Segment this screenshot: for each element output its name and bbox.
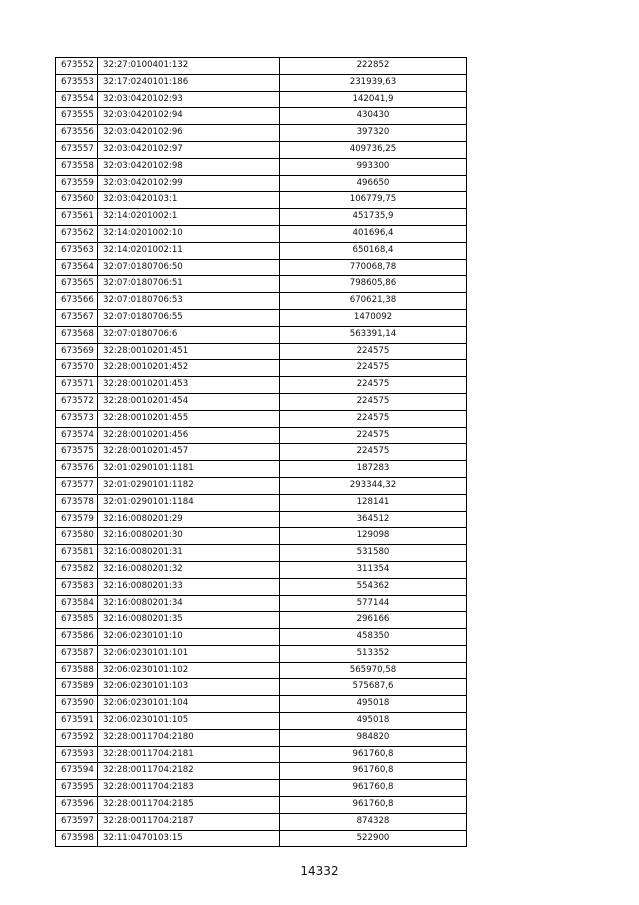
value-cell: 364512	[280, 511, 467, 528]
value-cell: 129098	[280, 528, 467, 545]
row-id-cell: 673590	[56, 696, 98, 713]
value-cell: 224575	[280, 410, 467, 427]
page-number: 14332	[300, 864, 339, 878]
cadastral-number-cell: 32:07:0180706:55	[98, 309, 280, 326]
table-row	[56, 410, 467, 427]
row-id-cell: 673566	[56, 293, 98, 310]
row-id-cell: 673583	[56, 578, 98, 595]
cadastral-number-cell: 32:28:0010201:455	[98, 410, 280, 427]
table-row	[56, 225, 467, 242]
cadastral-number-cell: 32:03:0420102:98	[98, 158, 280, 175]
row-id-cell: 673555	[56, 108, 98, 125]
row-id-cell: 673558	[56, 158, 98, 175]
row-id-cell: 673563	[56, 242, 98, 259]
value-cell: 224575	[280, 444, 467, 461]
cadastral-number-cell: 32:14:0201002:11	[98, 242, 280, 259]
cadastral-number-cell: 32:06:0230101:103	[98, 679, 280, 696]
value-cell: 293344,32	[280, 477, 467, 494]
row-id-cell: 673568	[56, 326, 98, 343]
value-cell: 496650	[280, 175, 467, 192]
cadastral-number-cell: 32:16:0080201:33	[98, 578, 280, 595]
table-row	[56, 158, 467, 175]
value-cell: 798605,86	[280, 276, 467, 293]
value-cell: 430430	[280, 108, 467, 125]
value-cell: 554362	[280, 578, 467, 595]
row-id-cell: 673565	[56, 276, 98, 293]
cadastral-number-cell: 32:28:0011704:2183	[98, 780, 280, 797]
row-id-cell: 673589	[56, 679, 98, 696]
value-cell: 142041,9	[280, 91, 467, 108]
table-row	[56, 91, 467, 108]
cadastral-number-cell: 32:14:0201002:10	[98, 225, 280, 242]
row-id-cell: 673561	[56, 209, 98, 226]
row-id-cell: 673571	[56, 377, 98, 394]
row-id-cell: 673596	[56, 797, 98, 814]
table-row	[56, 679, 467, 696]
row-id-cell: 673585	[56, 612, 98, 629]
value-cell: 577144	[280, 595, 467, 612]
row-id-cell: 673559	[56, 175, 98, 192]
value-cell: 224575	[280, 343, 467, 360]
value-cell: 961760,8	[280, 797, 467, 814]
table-row	[56, 645, 467, 662]
row-id-cell: 673567	[56, 309, 98, 326]
table-row	[56, 561, 467, 578]
cadastral-number-cell: 32:06:0230101:101	[98, 645, 280, 662]
cadastral-number-cell: 32:27:0100401:132	[98, 58, 280, 75]
table-row	[56, 125, 467, 142]
row-id-cell: 673598	[56, 830, 98, 847]
table-row	[56, 74, 467, 91]
value-cell: 565970,58	[280, 662, 467, 679]
value-cell: 961760,8	[280, 763, 467, 780]
table-row	[56, 477, 467, 494]
row-id-cell: 673597	[56, 813, 98, 830]
table-row	[56, 494, 467, 511]
row-id-cell: 673594	[56, 763, 98, 780]
cadastral-number-cell: 32:28:0011704:2187	[98, 813, 280, 830]
value-cell: 531580	[280, 545, 467, 562]
table-row	[56, 813, 467, 830]
table-row	[56, 780, 467, 797]
value-cell: 451735,9	[280, 209, 467, 226]
value-cell: 575687,6	[280, 679, 467, 696]
row-id-cell: 673574	[56, 427, 98, 444]
cadastral-number-cell: 32:28:0010201:452	[98, 360, 280, 377]
table-row	[56, 427, 467, 444]
row-id-cell: 673562	[56, 225, 98, 242]
value-cell: 311354	[280, 561, 467, 578]
value-cell: 563391,14	[280, 326, 467, 343]
value-cell: 458350	[280, 629, 467, 646]
table-row	[56, 545, 467, 562]
cadastral-number-cell: 32:14:0201002:1	[98, 209, 280, 226]
cadastral-value-table	[55, 57, 467, 847]
table-row	[56, 662, 467, 679]
value-cell: 874328	[280, 813, 467, 830]
value-cell: 409736,25	[280, 141, 467, 158]
table-row	[56, 511, 467, 528]
value-cell: 993300	[280, 158, 467, 175]
cadastral-number-cell: 32:28:0010201:453	[98, 377, 280, 394]
table-row	[56, 326, 467, 343]
cadastral-number-cell: 32:06:0230101:105	[98, 713, 280, 730]
cadastral-number-cell: 32:16:0080201:31	[98, 545, 280, 562]
row-id-cell: 673587	[56, 645, 98, 662]
cadastral-number-cell: 32:03:0420102:96	[98, 125, 280, 142]
table-row	[56, 175, 467, 192]
cadastral-number-cell: 32:16:0080201:35	[98, 612, 280, 629]
value-cell: 984820	[280, 729, 467, 746]
cadastral-number-cell: 32:01:0290101:1184	[98, 494, 280, 511]
value-cell: 224575	[280, 377, 467, 394]
row-id-cell: 673578	[56, 494, 98, 511]
row-id-cell: 673570	[56, 360, 98, 377]
cadastral-number-cell: 32:07:0180706:51	[98, 276, 280, 293]
cadastral-number-cell: 32:01:0290101:1182	[98, 477, 280, 494]
cadastral-number-cell: 32:28:0011704:2181	[98, 746, 280, 763]
value-cell: 128141	[280, 494, 467, 511]
row-id-cell: 673553	[56, 74, 98, 91]
table-body	[56, 58, 467, 847]
row-id-cell: 673556	[56, 125, 98, 142]
table-row	[56, 259, 467, 276]
table-row	[56, 696, 467, 713]
table-row	[56, 242, 467, 259]
row-id-cell: 673575	[56, 444, 98, 461]
value-cell: 961760,8	[280, 746, 467, 763]
cadastral-number-cell: 32:03:0420102:99	[98, 175, 280, 192]
table-row	[56, 108, 467, 125]
cadastral-number-cell: 32:16:0080201:32	[98, 561, 280, 578]
cadastral-number-cell: 32:16:0080201:29	[98, 511, 280, 528]
row-id-cell: 673584	[56, 595, 98, 612]
value-cell: 522900	[280, 830, 467, 847]
cadastral-number-cell: 32:06:0230101:104	[98, 696, 280, 713]
value-cell: 231939,63	[280, 74, 467, 91]
cadastral-number-cell: 32:03:0420102:97	[98, 141, 280, 158]
row-id-cell: 673554	[56, 91, 98, 108]
table-row	[56, 528, 467, 545]
cadastral-number-cell: 32:07:0180706:50	[98, 259, 280, 276]
row-id-cell: 673592	[56, 729, 98, 746]
row-id-cell: 673591	[56, 713, 98, 730]
table-row	[56, 578, 467, 595]
row-id-cell: 673552	[56, 58, 98, 75]
cadastral-number-cell: 32:03:0420103:1	[98, 192, 280, 209]
row-id-cell: 673560	[56, 192, 98, 209]
value-cell: 495018	[280, 696, 467, 713]
value-cell: 401696,4	[280, 225, 467, 242]
value-cell: 513352	[280, 645, 467, 662]
value-cell: 224575	[280, 393, 467, 410]
row-id-cell: 673569	[56, 343, 98, 360]
cadastral-number-cell: 32:01:0290101:1181	[98, 461, 280, 478]
cadastral-number-cell: 32:28:0010201:451	[98, 343, 280, 360]
table-row	[56, 612, 467, 629]
table-row	[56, 461, 467, 478]
row-id-cell: 673580	[56, 528, 98, 545]
value-cell: 650168,4	[280, 242, 467, 259]
value-cell: 222852	[280, 58, 467, 75]
table-row	[56, 746, 467, 763]
table-row	[56, 192, 467, 209]
row-id-cell: 673595	[56, 780, 98, 797]
table-row	[56, 360, 467, 377]
cadastral-number-cell: 32:11:0470103:15	[98, 830, 280, 847]
cadastral-number-cell: 32:03:0420102:93	[98, 91, 280, 108]
row-id-cell: 673579	[56, 511, 98, 528]
value-cell: 961760,8	[280, 780, 467, 797]
table-row	[56, 377, 467, 394]
cadastral-number-cell: 32:28:0010201:456	[98, 427, 280, 444]
cadastral-number-cell: 32:28:0011704:2182	[98, 763, 280, 780]
value-cell: 224575	[280, 360, 467, 377]
cadastral-number-cell: 32:28:0010201:454	[98, 393, 280, 410]
row-id-cell: 673593	[56, 746, 98, 763]
cadastral-number-cell: 32:28:0011704:2185	[98, 797, 280, 814]
value-cell: 495018	[280, 713, 467, 730]
table-row	[56, 763, 467, 780]
table-row	[56, 393, 467, 410]
row-id-cell: 673576	[56, 461, 98, 478]
row-id-cell: 673586	[56, 629, 98, 646]
cadastral-number-cell: 32:06:0230101:10	[98, 629, 280, 646]
value-cell: 187283	[280, 461, 467, 478]
value-cell: 670621,38	[280, 293, 467, 310]
table-row	[56, 629, 467, 646]
cadastral-number-cell: 32:16:0080201:34	[98, 595, 280, 612]
table-row	[56, 309, 467, 326]
table-row	[56, 797, 467, 814]
table-row	[56, 729, 467, 746]
cadastral-number-cell: 32:28:0011704:2180	[98, 729, 280, 746]
row-id-cell: 673577	[56, 477, 98, 494]
table-row	[56, 444, 467, 461]
table-row	[56, 830, 467, 847]
cadastral-number-cell: 32:17:0240101:186	[98, 74, 280, 91]
value-cell: 224575	[280, 427, 467, 444]
cadastral-number-cell: 32:07:0180706:53	[98, 293, 280, 310]
value-cell: 1470092	[280, 309, 467, 326]
row-id-cell: 673572	[56, 393, 98, 410]
table-row	[56, 293, 467, 310]
table-row	[56, 58, 467, 75]
cadastral-number-cell: 32:06:0230101:102	[98, 662, 280, 679]
table-row	[56, 141, 467, 158]
cadastral-number-cell: 32:16:0080201:30	[98, 528, 280, 545]
value-cell: 397320	[280, 125, 467, 142]
row-id-cell: 673581	[56, 545, 98, 562]
row-id-cell: 673582	[56, 561, 98, 578]
value-cell: 296166	[280, 612, 467, 629]
table-row	[56, 343, 467, 360]
table-row	[56, 595, 467, 612]
table-row	[56, 276, 467, 293]
table-row	[56, 209, 467, 226]
cadastral-number-cell: 32:07:0180706:6	[98, 326, 280, 343]
row-id-cell: 673573	[56, 410, 98, 427]
row-id-cell: 673564	[56, 259, 98, 276]
cadastral-number-cell: 32:28:0010201:457	[98, 444, 280, 461]
value-cell: 770068,78	[280, 259, 467, 276]
table-row	[56, 713, 467, 730]
row-id-cell: 673557	[56, 141, 98, 158]
value-cell: 106779,75	[280, 192, 467, 209]
row-id-cell: 673588	[56, 662, 98, 679]
cadastral-number-cell: 32:03:0420102:94	[98, 108, 280, 125]
